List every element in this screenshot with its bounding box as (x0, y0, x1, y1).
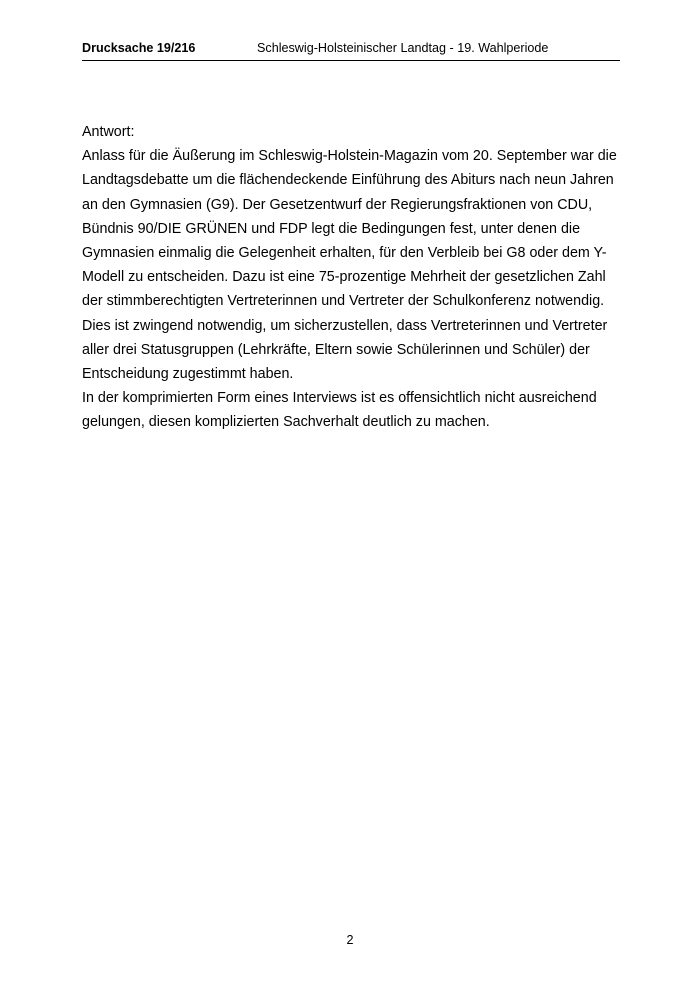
page-header (82, 40, 620, 61)
document-number: Drucksache 19/216 (82, 41, 196, 55)
header-title: Schleswig-Holsteinischer Landtag - 19. Wahlperiode (257, 41, 549, 55)
answer-paragraph-2: In der komprimierten Form eines Interviews ist es offensichtlich nicht ausreichend gelungen, diesen komplizierten Sachverhalt deutlich zu machen. (82, 390, 597, 431)
answer-paragraph-1: Anlass für die Äußerung im Schleswig-Holstein-Magazin vom 20. September war die Landtagsdebatte um die flächendeckende Einführung des Abiturs nach neun Jahren an den Gymnasien (G9). Der Gesetzentwurf der Regierungsfraktionen von CDU, Bündnis 90/DIE GRÜNEN und FDP legt die Bedingungen fest, unter denen die Gymnasien einmalig die Gelegenheit erhalten, für den Verbleib bei G8 oder dem Y-Modell zu entscheiden. Dazu ist eine 75-prozentige Mehrheit der gesetzlichen Zahl der stimmberechtigten Vertreterinnen und Vertreter der Schulkonferenz notwendig. Dies ist zwingend notwendig, um sicherzustellen, dass Vertreterinnen und Vertreter aller drei Statusgruppen (Lehrkräfte, Eltern sowie Schülerinnen und Schüler) der Entscheidung zugestimmt haben. (82, 148, 617, 383)
answer-label: Antwort: (82, 124, 135, 140)
page-number: 2 (346, 933, 354, 947)
document-body (82, 120, 627, 435)
